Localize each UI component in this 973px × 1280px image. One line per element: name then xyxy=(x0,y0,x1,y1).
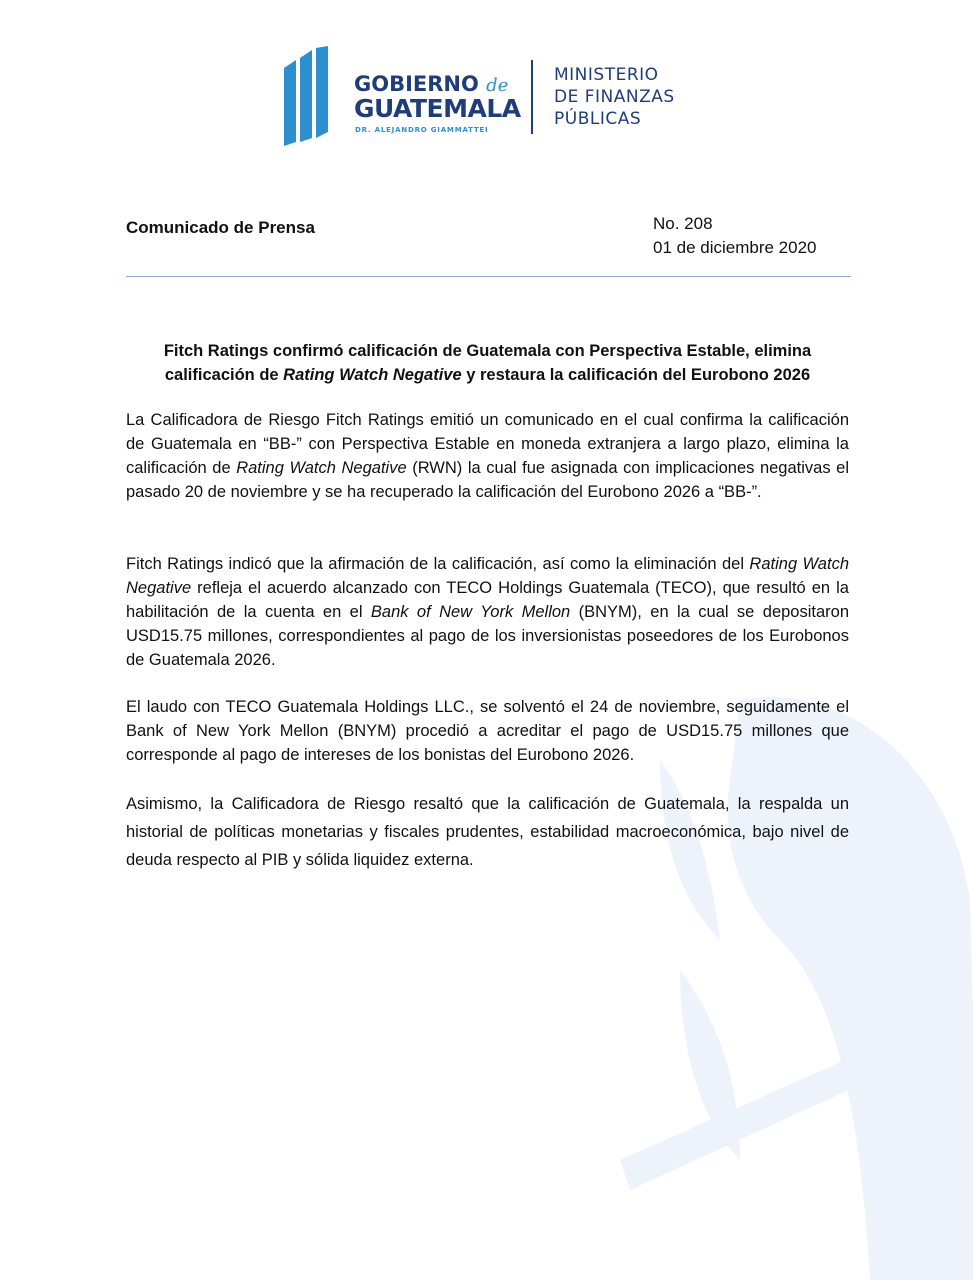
ministry-name xyxy=(554,64,675,130)
ministry-line-2: DE FINANZAS xyxy=(554,87,675,107)
paragraph-1: La Calificadora de Riesgo Fitch Ratings emitió un comunicado en el cual confirma la calificación de Guatemala en “BB-” con Perspectiva Estable en moneda extranjera a largo plazo, elimina la calificación de Rating Watch Negative (RWN) la cual fue asignada con implicaciones negativas el pasado 20 de noviembre y se ha recuperado la calificación del Eurobono 2026 a “BB-”. xyxy=(126,411,849,501)
logo-guatemala-text: GUATEMALA xyxy=(354,94,521,123)
release-date: 01 de diciembre 2020 xyxy=(653,238,817,257)
logo-de-text: de xyxy=(486,75,509,96)
ministry-line-1: MINISTERIO xyxy=(554,65,659,85)
logo-president-text: DR. ALEJANDRO GIAMMATTEI xyxy=(355,126,489,134)
paragraph-3: El laudo con TECO Guatemala Holdings LLC., se solventó el 24 de noviembre, seguidamente el Bank of New York Mellon (BNYM) procedió a acreditar el pago de USD15.75 millones que corresponde al pago de intereses de los bonistas del Eurobono 2026. xyxy=(126,698,849,764)
logo-gobierno-text: GOBIERNO de xyxy=(354,72,509,96)
release-label: Comunicado de Prensa xyxy=(126,218,315,237)
paragraph-4: Asimismo, la Calificadora de Riesgo resaltó que la calificación de Guatemala, la respalda un historial de políticas monetarias y fiscales prudentes, estabilidad macroeconómica, bajo nivel de deuda respecto al PIB y sólida liquidez externa. xyxy=(126,795,849,869)
title-italic: Rating Watch Negative xyxy=(283,366,462,384)
flag-bars-icon xyxy=(284,46,344,146)
header-divider xyxy=(126,276,851,277)
release-meta xyxy=(653,212,817,260)
press-release-title: Fitch Ratings confirmó calificación de Guatemala con Perspectiva Estable, elimina calificación de Rating Watch Negative y restaura la calificación del Eurobono 2026 xyxy=(163,342,812,384)
paragraph-2: Fitch Ratings indicó que la afirmación de la calificación, así como la eliminación del Rating Watch Negative refleja el acuerdo alcanzado con TECO Holdings Guatemala (TECO), que resultó en la habilitación de la cuenta en el Bank of New York Mellon (BNYM), en la cual se depositaron USD15.75 millones, correspondientes al pago de los inversionistas poseedores de los Eurobonos de Guatemala 2026. xyxy=(126,555,849,669)
government-logo xyxy=(284,46,704,146)
logo-separator xyxy=(531,60,533,134)
release-number: No. 208 xyxy=(653,214,713,233)
ministry-line-3: PÚBLICAS xyxy=(554,109,642,129)
